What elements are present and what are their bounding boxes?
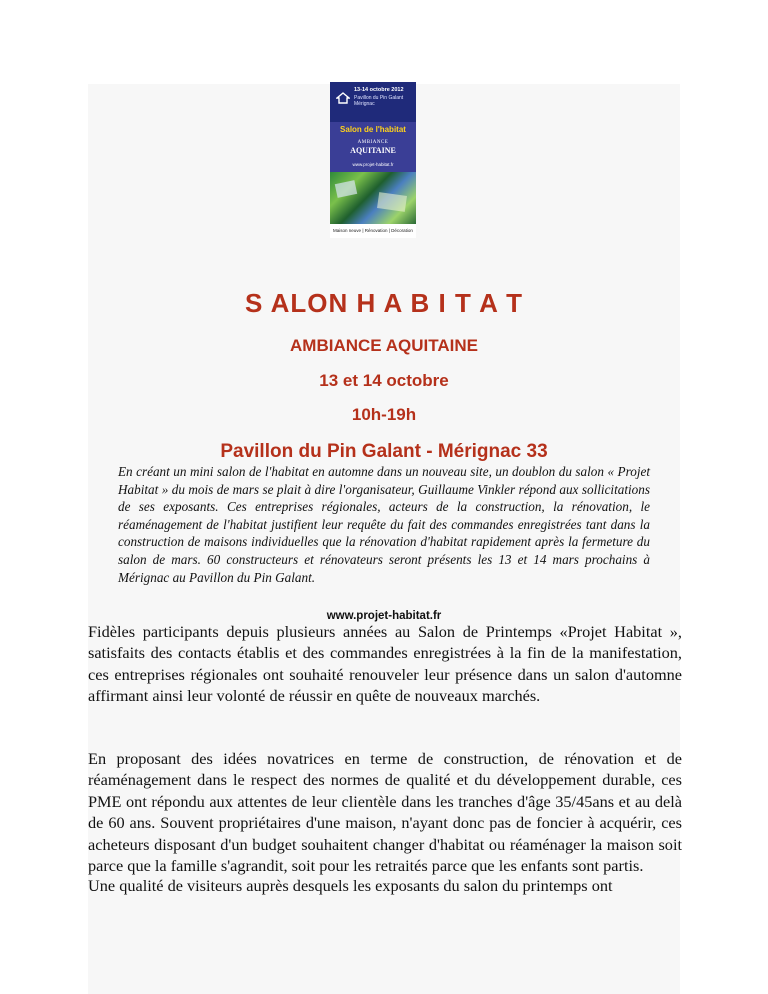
intro-paragraph: En créant un mini salon de l'habitat en automne dans un nouveau site, un doublon du salon « Projet Habitat » du mois de mars se plait à dire l'organisateur, Guillaume Vinkler répond aux sollicitations de ses exposants. Ces entreprises régionales, acteurs de la construction, la rénovation, le réaménagement de l'habitat justifient leur requête du fait des commandes enregistrées tant dans la construction de maisons individuelles que la rénovation d'habitat rapidement après la fermeture du salon de mars. 60 constructeurs et rénovateurs seront présents les 13 et 14 mars prochains à Mérignac au Pavillon du Pin Galant. — [118, 464, 650, 585]
event-poster — [330, 82, 416, 238]
event-subtitle: AMBIANCE AQUITAINE — [290, 336, 478, 355]
house-icon — [336, 92, 350, 104]
body-paragraph: En proposant des idées novatrices en terme de construction, de rénovation et de réaménagement dans le respect des normes de qualité et du développement durable, ces PME ont répondu aux attentes de leur clientèle dans les tranches d'âge 35/45ans et au delà de 60 ans. Souvent propriétaires d'une maison, n'ayant donc pas de foncier à acquérir, ces acheteurs disposant d'un budget souhaitent changer d'habitat ou réaménager la maison soit parce que la famille s'agrandit, soit pour les retraités parce que les enfants sont partis. — [88, 749, 682, 876]
poster-header — [330, 82, 416, 122]
body-paragraph: Une qualité de visiteurs auprès desquels les exposants du salon du printemps ont — [88, 876, 613, 895]
poster-aquitaine: AQUITAINE — [350, 146, 396, 155]
event-location: Pavillon du Pin Galant - Mérignac 33 — [220, 441, 548, 462]
body-paragraph: Fidèles participants depuis plusieurs années au Salon de Printemps «Projet Habitat », satisfaits des contacts établis et des commandes enregistrées à la fin de la manifestation, ces entreprises régionales ont souhaité renouveler leur présence dans un salon d'automne affirmant ainsi leur volonté de réussir en quête de nouveaux marchés. — [88, 622, 682, 706]
event-hours: 10h-19h — [351, 405, 417, 424]
page-title: S ALON H A B I T A T — [244, 288, 524, 318]
poster-url: www.projet-habitat.fr — [352, 162, 394, 167]
poster-venue: Pavillon du Pin Galant Mérignac — [354, 95, 404, 107]
poster-ambiance: AMBIANCE — [357, 140, 389, 145]
poster-footer: Maison neuve | Rénovation | Décoration — [330, 224, 416, 238]
event-dates: 13 et 14 octobre — [319, 371, 449, 390]
poster-date: 13-14 octobre 2012 — [354, 87, 404, 93]
website-link[interactable]: www.projet-habitat.fr — [326, 610, 442, 622]
poster-title: Salon de l'habitat — [340, 125, 406, 134]
